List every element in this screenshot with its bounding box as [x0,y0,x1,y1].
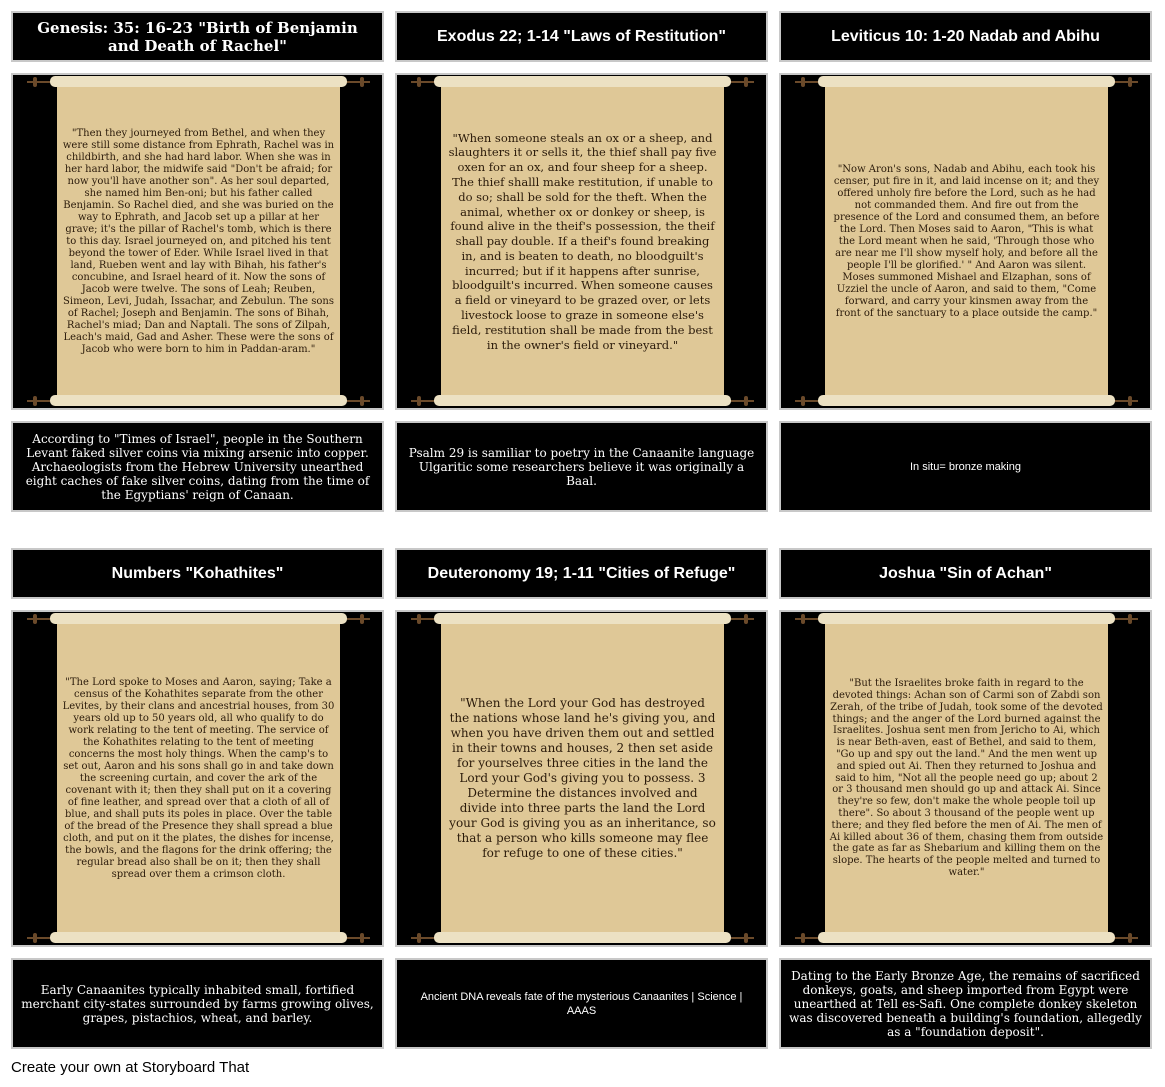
scroll-panel-exodus [395,73,768,410]
caption-canaanite-city-states: Early Canaanites typically inhabited small, fortified merchant city-states surrounded by farms growing olives, grapes, pistachios, wheat, and barley. [11,958,384,1049]
title-genesis: Genesis: 35: 16-23 "Birth of Benjamin and Death of Rachel" [11,11,384,62]
scroll-text: "When the Lord your God has destroyed the nations whose land he's giving you, and when you have driven them out and settled in their towns and houses, 2 then set aside for yourselves three cities in the land the Lord your God's giving you to possess. 3 Determine the distances involved and divide into three parts the land the Lord your God is giving you as an inheritance, so that a person who kills someone may flee for refuge to one of these cities." [449,696,716,860]
caption-bronze-making: In situ= bronze making [779,421,1152,512]
scroll-text: "Then they journeyed from Bethel, and when they were still some distance from Ephrath, Rachel was in childbirth, and she had hard labor. When she was in her hard labor, the midwife said "Don't be afraid; for now you'll have another son". As her soul departed, she named him Ben-oni; but his father called Benjamin. So Rachel died, and she was buried on the way to Ephrath, and Jacob set up a pillar at her grave; it's the pillar of Rachel's tomb, which is there to this day. Israel journeyed on, and pitched his tent beyond the tower of Eder. While Israel lived in that land, Rueben went and lay with Bihah, his father's concubine, and Israel heard of it. Now the sons of Jacob were twelve. The sons of Leah; Reuben, Simeon, Levi, Judah, Issachar, and Zebulun. The sons of Rachel; Joseph and Benjamin. The sons of Bihah, Rachel's miad; Dan and Naptali. The sons of Zilpah, Leach's maid, Gad and Asher. These were the sons of Jacob who were born to him in Paddan-aram." [62,127,335,355]
parchment-scroll [13,75,382,408]
title-joshua: Joshua "Sin of Achan" [779,548,1152,599]
parchment-scroll [397,75,766,408]
scroll-panel-joshua [779,610,1152,947]
scroll-panel-genesis [11,73,384,410]
parchment-scroll [781,75,1150,408]
caption-psalm-29: Psalm 29 is samiliar to poetry in the Canaanite language Ulgaritic some researchers believe it was originally a Baal. [395,421,768,512]
parchment-scroll [13,612,382,945]
scroll-panel-leviticus [779,73,1152,410]
title-exodus: Exodus 22; 1-14 "Laws of Restitution" [395,11,768,62]
scroll-panel-numbers [11,610,384,947]
storyboard-footer-link[interactable]: Create your own at Storyboard That [11,1059,250,1076]
caption-ancient-dna-link: Ancient DNA reveals fate of the mysterious Canaanites | Science | AAAS [395,958,768,1049]
parchment-scroll [397,612,766,945]
scroll-text: "The Lord spoke to Moses and Aaron, saying; Take a census of the Kohathites separate from the other Levites, by their clans and ancestrial houses, from 30 years old up to 50 years old, all who qualify to do work relating to the tent of meeting. The service of the Kohathites relating to the tent of meeting concerns the most holy things. When the camp's to set out, Aaron and his sons shall go in and take down the screening curtain, and cover the ark of the covenant with it; then they shall put on it a covering of fine leather, and spread over that a cloth of all of blue, and shall puts its poles in place. Over the table of the bread of the Presence they shall spread a blue cloth, and put on it the plates, the dishes for incense, the bowls, and the flagons for the drink offering; the regular bread also shall be on it; then they shall spread over them a crimson cloth. [62,676,335,880]
title-numbers: Numbers "Kohathites" [11,548,384,599]
caption-donkey-sacrifice: Dating to the Early Bronze Age, the remains of sacrificed donkeys, goats, and sheep imported from Egypt were unearthed at Tell es-Safi. One complete donkey skeleton was discovered beneath a building's foundation, allegedly as a "foundation deposit". [779,958,1152,1049]
scroll-text: "Now Aron's sons, Nadab and Abihu, each took his censer, put fire in it, and laid incense on it; and they offered unholy fire before the Lord, such as he had not commanded them. And fire out from the presence of the Lord and consumed them, an before the Lord. Then Moses said to Aaron, "This is what the Lord meant when he said, 'Through those who are near me I'll show myself holy, and before all the people I'll be glorified.' " And Aaron was silent. Moses summoned Mishael and Elzaphan, sons of Uzziel the uncle of Aaron, and said to them, "Come forward, and carry your kinsmen away from the front of the sanctuary to a place outside the camp." [833,163,1100,319]
title-leviticus: Leviticus 10: 1-20 Nadab and Abihu [779,11,1152,62]
title-deuteronomy: Deuteronomy 19; 1-11 "Cities of Refuge" [395,548,768,599]
scroll-text: "When someone steals an ox or a sheep, and slaughters it or sells it, the thief shall pay five oxen for an ox, and four sheep for a sheep. The thief shalll make restitution, if unable to do so; shall be sold for the theft. When the animal, whether ox or donkey or sheep, is found alive in the theif's possession, the theif shall pay double. If a theif's found breaking in, and is beaten to death, no bloodguilt's incurred; but if it happens after sunrise, bloodguilt's incurred. When someone causes a field or vineyard to be grazed over, or lets livestock loose to graze in someone else's field, restitution shall be made from the best in the owner's field or vineyard." [448,130,717,352]
caption-fake-silver-coins: According to "Times of Israel", people in the Southern Levant faked silver coins via mixing arsenic into copper. Archaeologists from the Hebrew University unearthed eight caches of fake silver coins, dating from the time of the Egyptians' reign of Canaan. [11,421,384,512]
parchment-scroll [781,612,1150,945]
scroll-panel-deuteronomy [395,610,768,947]
scroll-text: "But the Israelites broke faith in regard to the devoted things: Achan son of Carmi son of Zabdi son Zerah, of the tribe of Judah, took some of the devoted things; and the anger of the Lord burned against the Israelites. Joshua sent men from Jericho to Ai, which is near Beth-aven, east of Bethel, and said to them, "Go up and spy out the land." And the men went up and spied out Ai. Then they returned to Joshua and said to him, "Not all the people need go up; about 2 or 3 thousand men should go up and attack Ai. Since they're so few, don't make the whole people toil up there". So about 3 thousand of the people went up there; and they fled before the men of Ai. The men of Ai killed about 36 of them, chasing them from outside the gate as far as Shebarium and killing them on the slope. The hearts of the people melted and turned to water." [829,678,1104,878]
